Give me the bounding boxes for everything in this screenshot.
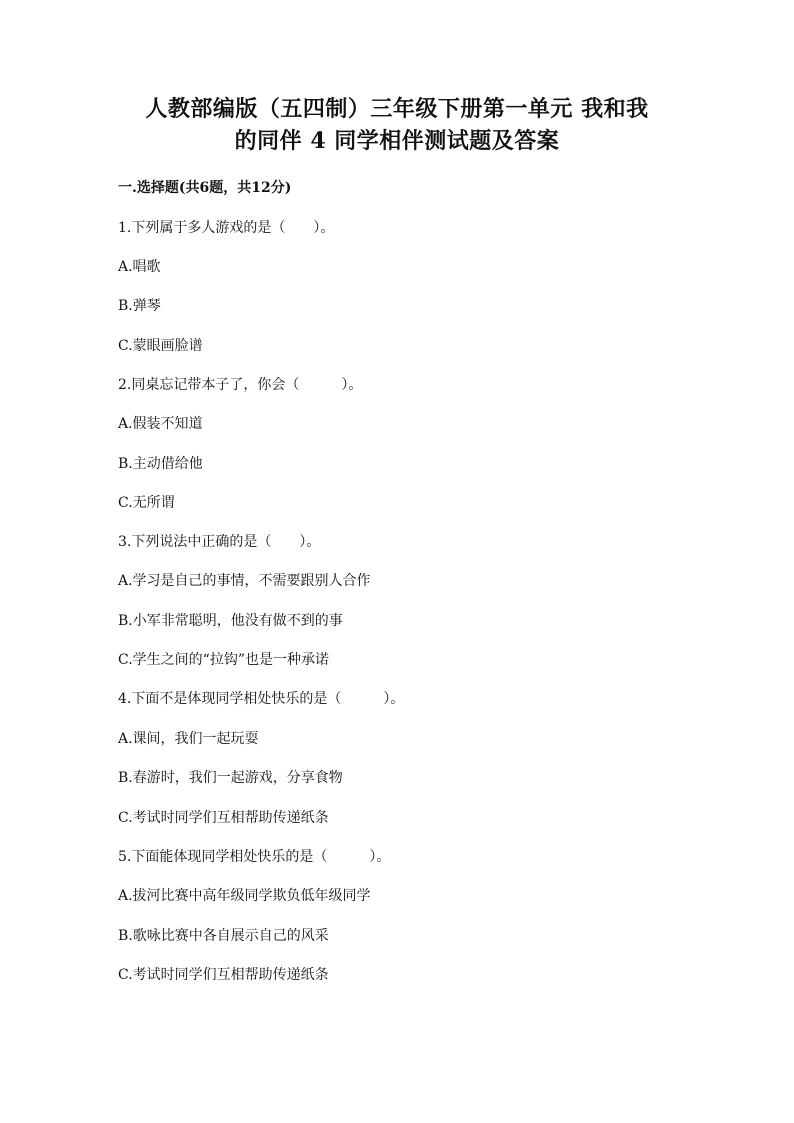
question-stem: 2.同桌忘记带本子了，你会（ ）。 [118,377,363,393]
title-line-1: 人教部编版（五四制）三年级下册第一单元 我和我 [145,96,649,122]
question-option: A.学习是自己的事情，不需要跟别人合作 [118,573,371,589]
question-option: A.唱歌 [118,259,161,275]
question-option: C.蒙眼画脸谱 [118,338,203,354]
question-option: B.歌咏比赛中各自展示自己的风采 [118,928,329,944]
question-stem: 4.下面不是体现同学相处快乐的是（ ）。 [118,691,405,707]
question-option: C.考试时同学们互相帮助传递纸条 [118,967,329,983]
question-stem: 1.下列属于多人游戏的是（ ）。 [118,220,335,236]
question-option: B.小军非常聪明，他没有做不到的事 [118,613,343,629]
question-option: C.无所谓 [118,495,175,511]
question-stem: 3.下列说法中正确的是（ ）。 [118,534,321,550]
document-title [100,93,694,157]
section-heading: 一.选择题(共6题，共12分) [118,180,292,196]
question-option: A.假装不知道 [118,416,203,432]
question-option: B.春游时，我们一起游戏，分享食物 [118,770,343,786]
question-option: A.拔河比赛中高年级同学欺负低年级同学 [118,888,371,904]
question-option: B.主动借给他 [118,456,203,472]
question-option: C.学生之间的“拉钩”也是一种承诺 [118,652,329,668]
question-stem: 5.下面能体现同学相处快乐的是（ ）。 [118,849,391,865]
question-option: A.课间，我们一起玩耍 [118,731,259,747]
title-line-2: 的同伴 4 同学相伴测试题及答案 [234,128,560,154]
question-option: C.考试时同学们互相帮助传递纸条 [118,810,329,826]
question-option: B.弹琴 [118,298,161,314]
